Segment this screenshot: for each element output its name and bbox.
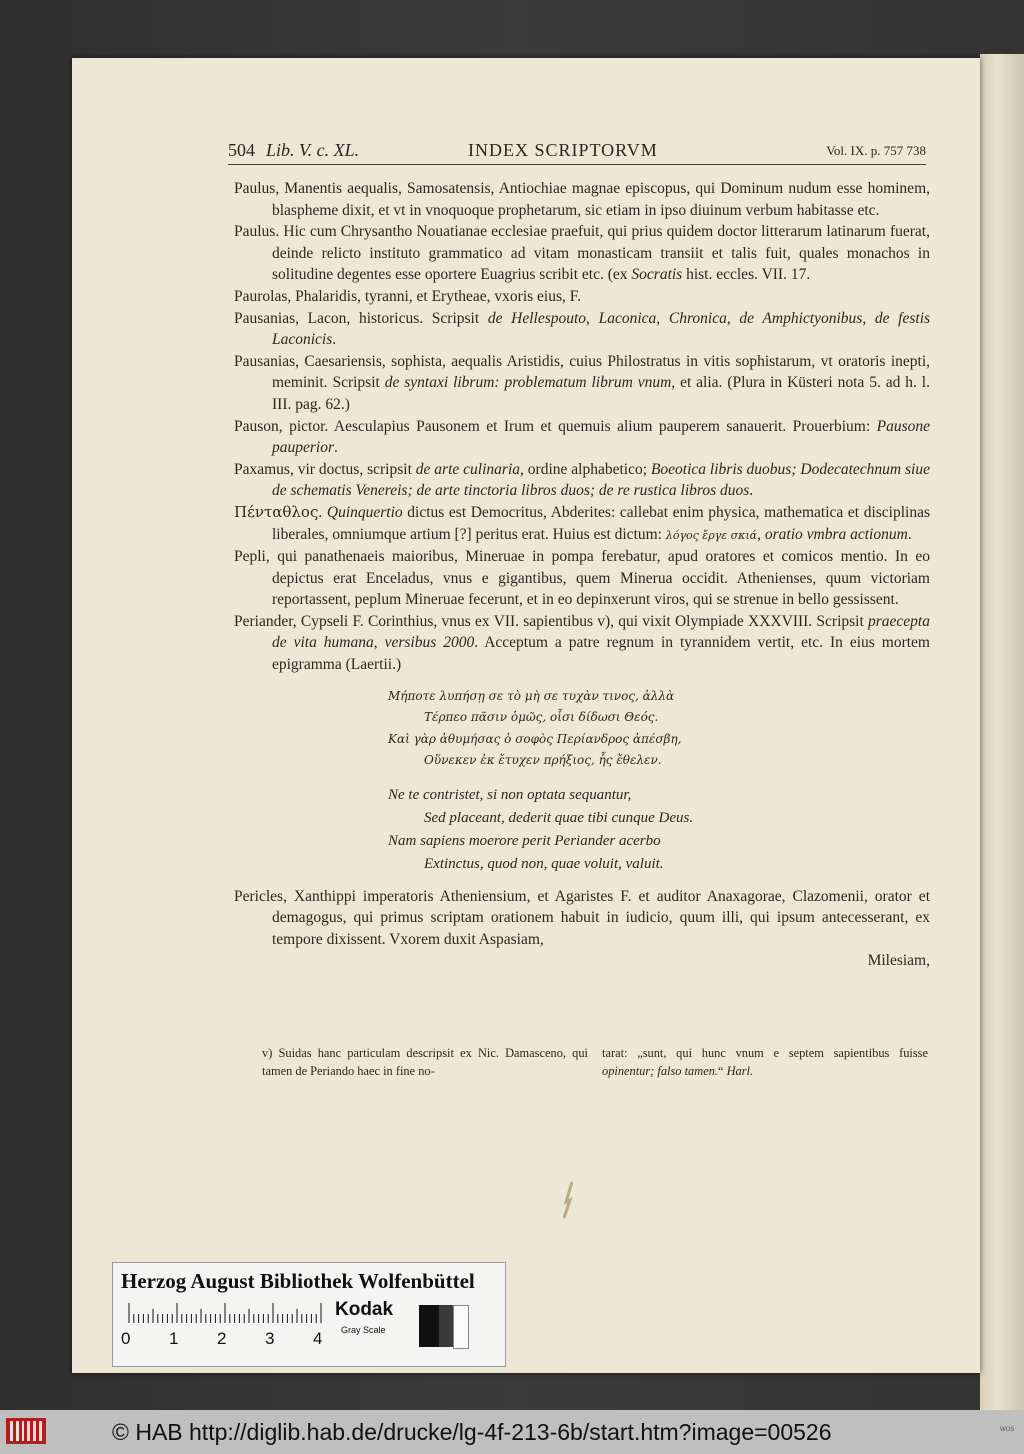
- ruler-number: 3: [265, 1329, 275, 1348]
- kodak-logo: Kodak: [335, 1299, 394, 1320]
- header-rule: [228, 164, 926, 165]
- greek-verse-line: Οὕνεκεν ἐκ ἔτυχεν πρήξιος, ἧς ἔθελεν.: [424, 753, 662, 768]
- footnote-right: tarat: „sunt, qui hunc vnum e septem sapientibus fuisse opinentur; falso tamen.“ Harl.: [602, 1046, 928, 1078]
- entry-paurolas: Paurolas, Phalaridis, tyranni, et Erytheae, vxoris eius, F.: [234, 287, 582, 305]
- entry-paulus-1: Paulus, Manentis aequalis, Samosatensis, Antiochiae magnae episcopus, qui Dominum nudum esse hominem, blaspheme dixit, et vt in vnoquoque prophetarum, sic etiam in ipso diuinum verbum habitasse etc.: [234, 180, 930, 219]
- hab-logo-icon: [6, 1418, 46, 1444]
- corner-mark: wos: [1000, 1424, 1015, 1433]
- latin-verse-line: Extinctus, quod non, quae voluit, valuit.: [424, 855, 664, 872]
- gray-swatch-black: [419, 1305, 439, 1347]
- ruler-scale: [125, 1303, 325, 1323]
- library-name: Herzog August Bibliothek Wolfenbüttel: [121, 1269, 475, 1293]
- page-body: [232, 178, 930, 972]
- catchword: Milesiam,: [867, 952, 930, 970]
- entry-list: [232, 178, 930, 676]
- ruler-number: 2: [217, 1329, 227, 1348]
- ruler-number: 0: [121, 1329, 131, 1348]
- ruler-number: 4: [313, 1329, 323, 1348]
- running-header: [228, 140, 926, 164]
- entry-pausanias-caes: Pausanias, Caesariensis, sophista, aequalis Aristidis, cuius Philostratus in vitis sophistarum, vt oratoris inepti, meminit. Scripsit de syntaxi librum: problematum librum vnum, et alia. (Plura in Küsteri nota 5. ad h. l. III. pag. 62.): [234, 352, 930, 413]
- greek-verse-line: Τέρπεο πᾶσιν ὁμῶς, οἷσι δίδωσι Θεός.: [424, 710, 659, 725]
- section-ref: Lib. V. c. XL.: [266, 140, 360, 160]
- copyright-link[interactable]: © HAB http://diglib.hab.de/drucke/lg-4f-213-6b/start.htm?image=00526: [112, 1419, 832, 1445]
- entry-pausanias-lacon: Pausanias, Lacon, historicus. Scripsit de Hellespouto, Laconica, Chronica, de Amphictyonibus, de festis Laconicis.: [234, 309, 931, 349]
- ink-mark-icon: [560, 1180, 578, 1220]
- greek-verse-line: Καὶ γὰρ ἀθυμήσας ὁ σοφὸς Περίανδρος ἀπέσβη,: [388, 731, 682, 746]
- page-number: 504: [228, 140, 255, 160]
- volume-ref: Vol. IX. p. 757 738: [826, 143, 926, 158]
- entry-paxamus: Paxamus, vir doctus, scripsit de arte culinaria, ordine alphabetico; Boeotica libris duobus; Dodecatechnum siue de schematis Venereis; de arte tinctoria libros duos; de re rustica libros duos.: [234, 460, 930, 500]
- entry-pentathlos: Πένταθλος. Quinquertio dictus est Democritus, Abderites: callebat enim physica, mathematica et disciplinas liberales, omniumque artium [?] peritus erat. Huius est dictum: λόγος ἔργε σκιά, oratio vmbra actionum.: [234, 502, 931, 543]
- entry-paulus-2: Paulus. Hic cum Chrysantho Nouatianae ecclesiae praefuit, qui prius quidem doctor litterarum latinarum fuerat, deinde relicto instituto grammatico ad vitam monasticam transiit et talis fuit, quales monachos in solitudine degentes esse oportere Euagrius scribit etc. (ex Socratis hist. eccles. VII. 17.: [234, 223, 930, 284]
- adjacent-page-edge: [980, 54, 1024, 1410]
- entry-periander: Periander, Cypseli F. Corinthius, vnus ex VII. sapientibus v), qui vixit Olympiade XXXVIII. Scripsit praecepta de vita humana, versibus 2000. Acceptum a patre regnum in tyrannidem vertit, etc. In eius mortem epigramma (Laertii.): [234, 612, 930, 674]
- greek-verse-line: Μήποτε λυπήσῃ σε τὸ μὴ σε τυχὰν τινος, ἀλλὰ: [388, 688, 675, 703]
- gray-scale-label: Gray Scale: [341, 1325, 386, 1335]
- entry-pauson: Pauson, pictor. Aesculapius Pausonem et Irum et quemuis alium pauperem sanauerit. Prouerbium: Pausone pauperior.: [234, 417, 930, 457]
- greek-epigram: [388, 686, 930, 772]
- latin-epigram: [388, 784, 930, 876]
- latin-verse-line: Sed placeant, dederit quae tibi cunque Deus.: [424, 809, 694, 826]
- footnote-left: v) Suidas hanc particulam descripsit ex Nic. Damasceno, qui tamen de Periando haec in fine no-: [262, 1046, 588, 1078]
- entry-pericles: Pericles, Xanthippi imperatoris Atheniensium, et Agaristes F. et auditor Anaxagorae, Clazomenii, orator et demagogus, qui primus scriptam orationem habuit in iudicio, quum illi, qui ipsum antecesserant, ex tempore dixissent. Vxorem duxit Aspasiam,: [234, 887, 930, 948]
- viewer-footer: [0, 1410, 1024, 1454]
- entry-pepli: Pepli, qui panathenaeis maioribus, Mineruae in pompa ferebatur, apud oratores et comicos mentio. In eo depictus erat Enceladus, vnus e gigantibus, quem Minerua occidit. Athenienses, quum victoriam reportassent, peplum Mineruae fecerunt, et in eo depinxerunt viros, qui se strenue in bello gessissent.: [234, 548, 930, 609]
- footnotes: [262, 1045, 928, 1081]
- latin-verse-line: Ne te contristet, si non optata sequantur,: [388, 786, 632, 803]
- ruler-number: 1: [169, 1329, 179, 1348]
- gray-swatch-dark: [439, 1305, 453, 1347]
- ruler-numbers: [121, 1329, 331, 1351]
- color-target-card: [112, 1262, 506, 1367]
- page-title: INDEX SCRIPTORVM: [468, 140, 658, 160]
- latin-verse-line: Nam sapiens moerore perit Periander acerbo: [388, 832, 661, 849]
- gray-swatch-white: [453, 1305, 469, 1349]
